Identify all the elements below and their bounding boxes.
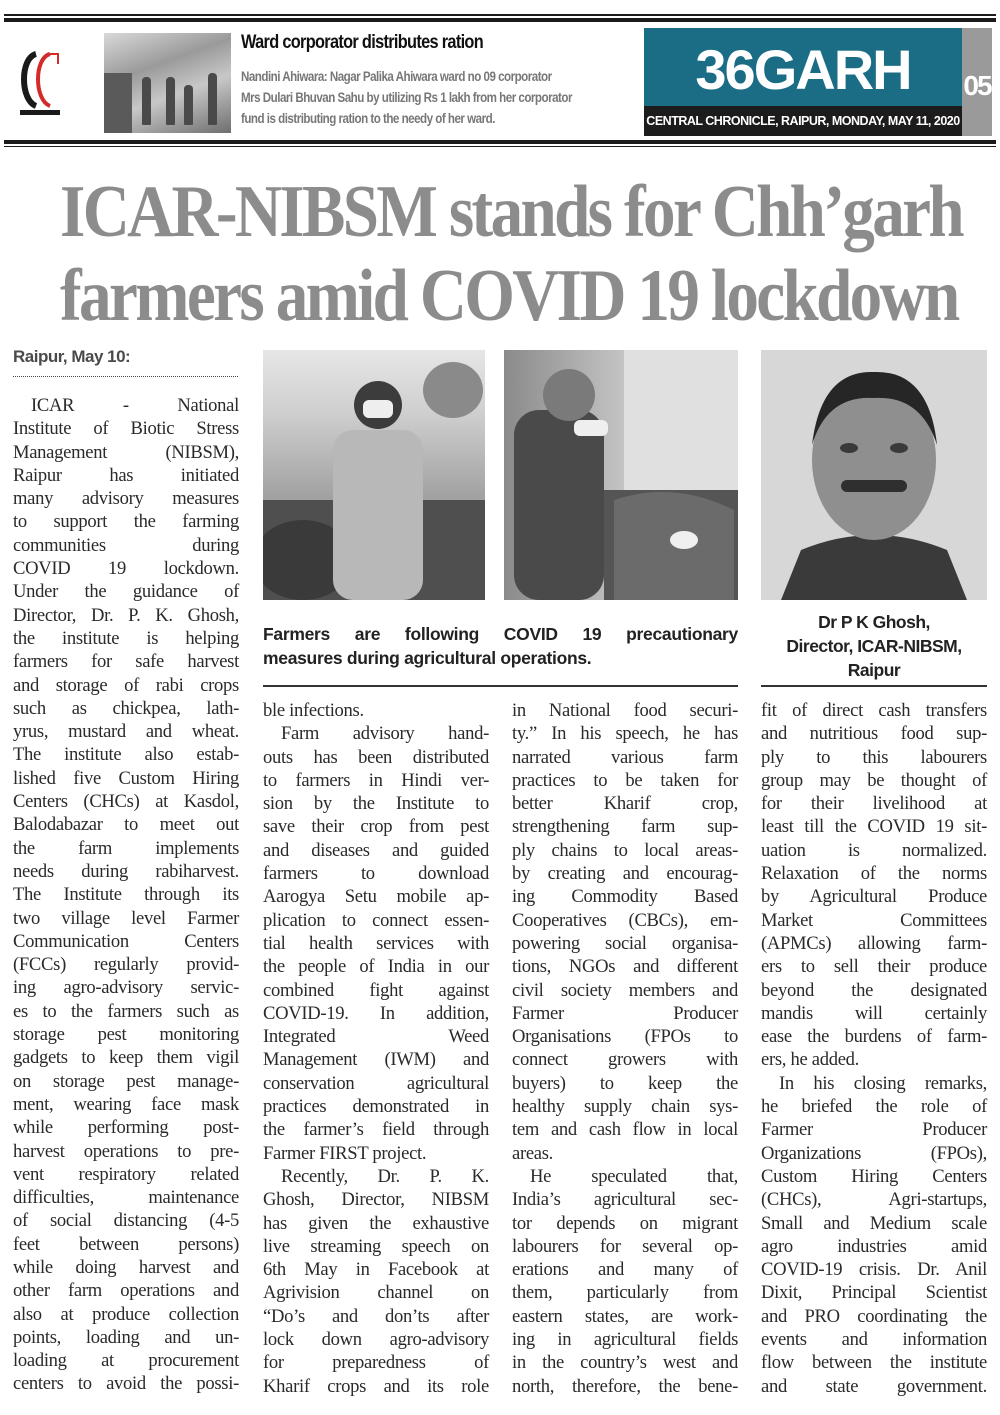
article-text-line: many advisory measures — [13, 488, 239, 510]
article-column-4 — [761, 699, 987, 1398]
article-text-line: in the country’s west and — [512, 1352, 738, 1374]
article-text-line: mandis will certainly — [761, 1002, 987, 1024]
article-text-line: live streaming speech on — [263, 1235, 489, 1257]
article-text-line: Institute of Biotic Stress — [13, 418, 239, 440]
article-text-line: ing in agricultural fields — [512, 1329, 738, 1351]
dateline: Raipur, May 10: — [13, 347, 131, 366]
photo-caption — [263, 622, 738, 670]
article-text-line: Director, Dr. P. K. Ghosh, — [13, 604, 239, 626]
article-column-2 — [263, 699, 489, 1398]
article-text-line: (FCCs) regularly provid- — [13, 954, 239, 976]
article-text-line: Under the guidance of — [13, 581, 239, 603]
article-text-line: Management (IWM) and — [263, 1049, 489, 1071]
article-text-line: lock down agro-advisory — [263, 1329, 489, 1351]
article-text-line: agro industries amid — [761, 1235, 987, 1257]
article-column-3 — [512, 699, 738, 1398]
article-text-line: Integrated Weed — [263, 1026, 489, 1048]
top-rule-thick — [4, 18, 996, 22]
article-text-line: of social distancing (4-5 — [13, 1210, 239, 1232]
article-text-line: erations and many of — [512, 1259, 738, 1281]
article-text-line: the farmer’s field through — [263, 1119, 489, 1141]
article-text-line: strengthening farm sup- — [512, 816, 738, 838]
article-text-line: least till the COVID 19 sit- — [761, 816, 987, 838]
article-text-line: gadgets to keep them vigil — [13, 1047, 239, 1069]
article-text-line: Farmer Producer — [761, 1119, 987, 1141]
teaser-line: Nandini Ahiwara: Nagar Palika Ahiwara ward no 09 corporator — [241, 69, 552, 84]
article-text-line: healthy supply chain sys- — [512, 1096, 738, 1118]
article-text-line: Raipur has initiated — [13, 464, 239, 486]
article-text-line: Communication Centers — [13, 930, 239, 952]
article-text-line: ers, he added. — [761, 1049, 860, 1071]
article-text-line: ply to this labourers — [761, 746, 987, 768]
article-text-line: ing Commodity Based — [512, 886, 738, 908]
article-text-line: he briefed the role of — [761, 1096, 987, 1118]
portrait-caption-divider — [761, 685, 987, 687]
teaser-line: fund is distributing ration to the needy of her ward. — [241, 111, 495, 126]
article-text-line: ing agro-advisory servic- — [13, 977, 239, 999]
article-text-line: combined fight against — [263, 979, 489, 1001]
portrait-caption-line: Raipur — [847, 660, 901, 680]
photo-caption-line: Farmers are following COVID 19 precautionary — [263, 624, 738, 644]
article-text-line: connect growers with — [512, 1049, 738, 1071]
article-text-line: ease the burdens of farm- — [761, 1026, 987, 1048]
article-text-line: by creating and encourag- — [512, 863, 738, 885]
article-text-line: Organisations (FPOs to — [512, 1026, 738, 1048]
article-text-line: practices demonstrated in — [263, 1096, 489, 1118]
article-text-line: buyers) to keep the — [512, 1072, 738, 1094]
caption-divider — [263, 685, 738, 687]
article-text-line: COVID-19 crisis. Dr. Anil — [761, 1259, 987, 1281]
article-text-line: ply chains to local areas- — [512, 839, 738, 861]
article-text-line: labourers for several op- — [512, 1235, 738, 1257]
article-text-line: such as chickpea, lath- — [13, 697, 239, 719]
teaser-body — [241, 66, 585, 129]
page-number: 05 — [962, 28, 992, 136]
portrait-caption-line: Director, ICAR-NIBSM, — [786, 636, 962, 656]
portrait-caption — [761, 610, 987, 682]
newspaper-logo — [16, 48, 64, 116]
article-text-line: difficulties, maintenance — [13, 1187, 239, 1209]
article-text-line: es to the farmers such as — [13, 1000, 239, 1022]
article-text-line: group may be thought of — [761, 769, 987, 791]
article-text-line: for preparedness of — [263, 1352, 489, 1374]
portrait-caption-line: Dr P K Ghosh, — [818, 612, 930, 632]
article-text-line: on storage pest manage- — [13, 1070, 239, 1092]
article-text-line: uation is normalized. — [761, 839, 987, 861]
teaser-photo — [104, 33, 231, 133]
article-text-line: north, therefore, the bene- — [512, 1375, 738, 1397]
article-text-line: Management (NIBSM), — [13, 441, 239, 463]
article-text-line: India’s agricultural sec- — [512, 1189, 738, 1211]
article-text-line: Kharif crops and its role — [263, 1375, 489, 1397]
article-text-line: by Agricultural Produce — [761, 886, 987, 908]
article-text-line: the farm implements — [13, 837, 239, 859]
farmer-storage-photo — [504, 350, 738, 600]
article-text-line: Dixit, Principal Scientist — [761, 1282, 987, 1304]
article-text-line: while performing post- — [13, 1117, 239, 1139]
article-text-line: COVID-19. In addition, — [263, 1002, 489, 1024]
article-text-line: practices to be taken for — [512, 769, 738, 791]
article-text-line: and nutritious food sup- — [761, 723, 987, 745]
article-text-line: while doing harvest and — [13, 1256, 239, 1278]
article-text-line: Small and Medium scale — [761, 1212, 987, 1234]
article-text-line: tions, NGOs and different — [512, 956, 738, 978]
article-text-line: ICAR - National — [31, 395, 239, 416]
article-text-line: tial health services with — [263, 932, 489, 954]
article-text-line: better Kharif crop, — [512, 793, 738, 815]
article-text-line: Centers (CHCs) at Kasdol, — [13, 791, 239, 813]
article-text-line: He speculated that, — [530, 1165, 738, 1187]
teaser-title[interactable]: Ward corporator distributes ration — [241, 32, 484, 53]
article-text-line: narrated various farm — [512, 746, 738, 768]
masthead — [0, 0, 1000, 150]
article-text-line: loading at procurement — [13, 1350, 239, 1372]
article-text-line: COVID 19 lockdown. — [13, 558, 239, 580]
article-text-line: for their livelihood at — [761, 793, 987, 815]
article-text-line: farmers to download — [263, 863, 489, 885]
article-text-line: in National food securi- — [512, 700, 738, 721]
article-text-line: the people of India in our — [263, 956, 489, 978]
article-text-line: tor depends on migrant — [512, 1212, 738, 1234]
article-text-line: In his closing remarks, — [779, 1072, 987, 1094]
article-text-line: Farmer Producer — [512, 1002, 738, 1024]
article-text-line: Aarogya Setu mobile ap- — [263, 886, 489, 908]
article-text-line: two village level Farmer — [13, 907, 239, 929]
article-text-line: farmers for safe harvest — [13, 651, 239, 673]
article-text-line: ble infections. — [263, 700, 364, 721]
article-text-line: Agrivision channel on — [263, 1282, 489, 1304]
article-text-line: Ghosh, Director, NIBSM — [263, 1189, 489, 1211]
article-text-line: and PRO coordinating the — [761, 1305, 987, 1327]
article-text-line: plication to connect essen- — [263, 909, 489, 931]
article-text-line: powering social organisa- — [512, 932, 738, 954]
article-text-line: other farm operations and — [13, 1280, 239, 1302]
article-text-line: Cooperatives (CBCs), em- — [512, 909, 738, 931]
article-text-line: flow between the institute — [761, 1352, 987, 1374]
photo-caption-line: measures during agricultural operations. — [263, 648, 592, 668]
article-text-line: Recently, Dr. P. K. — [281, 1165, 489, 1187]
edition-line: CENTRAL CHRONICLE, RAIPUR, MONDAY, MAY 11, 2020 — [644, 106, 962, 136]
article-text-line: ty.” In his speech, he has — [512, 723, 738, 745]
article-text-line: communities during — [13, 534, 239, 556]
article-text-line: events and information — [761, 1329, 987, 1351]
article-text-line: them, particularly from — [512, 1282, 738, 1304]
article-text-line: lished five Custom Hiring — [13, 767, 239, 789]
article-text-line: Farm advisory hand- — [281, 723, 489, 745]
top-rule-thin — [4, 14, 996, 16]
article-column-1 — [13, 394, 239, 1396]
article-text-line: the institute is helping — [13, 627, 239, 649]
article-text-line: eastern states, are work- — [512, 1305, 738, 1327]
section-name: 36GARH — [644, 28, 962, 106]
article-text-line: beyond the designated — [761, 979, 987, 1001]
article-text-line: points, loading and un- — [13, 1326, 239, 1348]
article-text-line: storage pest monitoring — [13, 1024, 239, 1046]
article-text-line: needs during rabiharvest. — [13, 860, 239, 882]
article-text-line: feet between persons) — [13, 1233, 239, 1255]
article-text-line: and diseases and guided — [263, 839, 489, 861]
article-text-line: conservation agricultural — [263, 1072, 489, 1094]
article-text-line: fit of direct cash transfers — [761, 700, 987, 721]
article-text-line: civil society members and — [512, 979, 738, 1001]
article-text-line: areas. — [512, 1142, 554, 1164]
article-text-line: Farmer FIRST project. — [263, 1142, 427, 1164]
article-text-line: outs has been distributed — [263, 746, 489, 768]
article-text-line: ers to sell their produce — [761, 956, 987, 978]
article-text-line: Market Committees — [761, 909, 987, 931]
article-text-line: also at produce collection — [13, 1303, 239, 1325]
article-text-line: to support the farming — [13, 511, 239, 533]
article-text-line: Custom Hiring Centers — [761, 1165, 987, 1187]
section-banner — [644, 28, 962, 136]
article-text-line: tem and cash flow in local — [512, 1119, 738, 1141]
article-text-line: ment, wearing face mask — [13, 1093, 239, 1115]
article-text-line: harvest operations to pre- — [13, 1140, 239, 1162]
article-text-line: and storage of rabi crops — [13, 674, 239, 696]
director-portrait-photo — [761, 350, 987, 600]
bottom-rule-thin — [4, 146, 996, 147]
article-text-line: The institute also estab- — [13, 744, 239, 766]
article-text-line: to farmers in Hindi ver- — [263, 769, 489, 791]
article-text-line: sion by the Institute to — [263, 793, 489, 815]
article-text-line: vent respiratory related — [13, 1163, 239, 1185]
article-text-line: (APMCs) allowing farm- — [761, 932, 987, 954]
article-text-line: “Do’s and don’ts after — [263, 1305, 489, 1327]
teaser-line: Mrs Dulari Bhuvan Sahu by utilizing Rs 1 lakh from her corporator — [241, 90, 572, 105]
article-text-line: (CHCs), Agri-startups, — [761, 1189, 987, 1211]
article-text-line: The Institute through its — [13, 884, 239, 906]
article-text-line: 6th May in Facebook at — [263, 1259, 489, 1281]
article-text-line: yrus, mustard and wheat. — [13, 721, 239, 743]
article-headline — [0, 170, 1000, 338]
article-text-line: save their crop from pest — [263, 816, 489, 838]
article-text-line: Balodabazar to meet out — [13, 814, 239, 836]
headline-line: farmers amid COVID 19 lockdown — [60, 255, 958, 337]
bottom-rule-thick — [4, 140, 996, 144]
article-text-line: centers to avoid the possi- — [13, 1373, 239, 1395]
article-text-line: and state government. — [761, 1375, 987, 1397]
article-text-line: Organizations (FPOs), — [761, 1142, 987, 1164]
headline-line: ICAR-NIBSM stands for Chh’garh — [60, 171, 962, 253]
farmer-field-photo — [263, 350, 485, 600]
dateline-divider — [13, 376, 238, 377]
article-text-line: has given the exhaustive — [263, 1212, 489, 1234]
article-text-line: Relaxation of the norms — [761, 863, 987, 885]
